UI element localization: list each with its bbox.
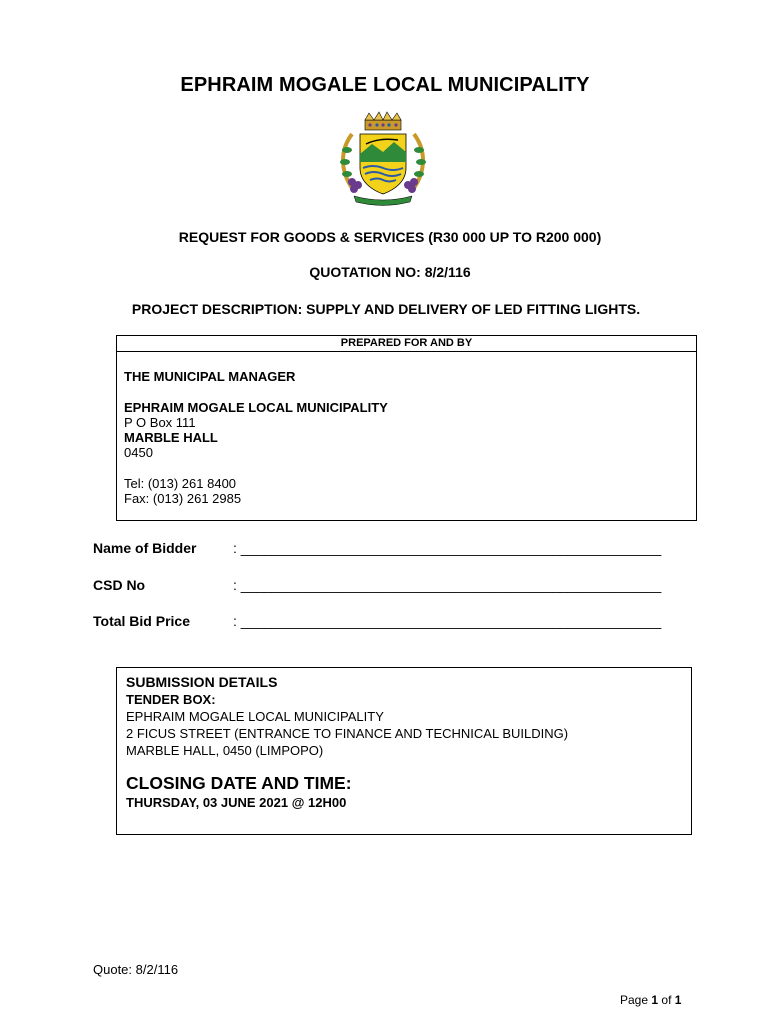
crest-crown (365, 112, 401, 130)
page-word: Page (620, 993, 649, 1007)
closing-date-heading: CLOSING DATE AND TIME: (126, 773, 352, 793)
quotation-number: QUOTATION NO: 8/2/116 (309, 264, 471, 280)
telephone: Tel: (013) 261 8400 (124, 476, 237, 491)
submission-address-line2: 2 FICUS STREET (ENTRANCE TO FINANCE AND TECHNICAL BUILDING) (126, 726, 569, 741)
fax: Fax: (013) 261 2985 (124, 491, 242, 506)
request-line: REQUEST FOR GOODS & SERVICES (R30 000 UP TO R200 000) (178, 229, 602, 245)
municipal-crest-logo (330, 110, 436, 208)
name-of-bidder-label: Name of Bidder (93, 540, 197, 556)
town: MARBLE HALL (124, 430, 218, 445)
page-current: 1 (651, 993, 659, 1007)
addressee: THE MUNICIPAL MANAGER (124, 369, 296, 384)
name-of-bidder-field[interactable]: : ______________________________________________________ (233, 540, 662, 556)
total-bid-price-field[interactable]: : ______________________________________________________ (233, 613, 662, 629)
submission-heading: SUBMISSION DETAILS (126, 674, 278, 690)
of-word: of (661, 993, 672, 1007)
csd-no-field[interactable]: : ______________________________________________________ (233, 577, 662, 593)
project-description: PROJECT DESCRIPTION: SUPPLY AND DELIVERY OF LED FITTING LIGHTS. (131, 301, 641, 317)
csd-no-label: CSD No (93, 577, 146, 593)
submission-details-box (116, 667, 692, 835)
page-total: 1 (674, 993, 682, 1007)
submission-address-line1: EPHRAIM MOGALE LOCAL MUNICIPALITY (126, 709, 384, 724)
footer-quote-ref: Quote: 8/2/116 (93, 962, 179, 977)
po-box: P O Box 111 (124, 415, 196, 430)
prepared-heading: PREPARED FOR AND BY (117, 336, 696, 352)
submission-address-line3: MARBLE HALL, 0450 (LIMPOPO) (126, 743, 324, 758)
prepared-for-box (116, 335, 697, 521)
closing-date-value: THURSDAY, 03 JUNE 2021 @ 12H00 (126, 795, 347, 810)
postcode: 0450 (124, 445, 153, 460)
prepared-body (117, 352, 696, 506)
page-title: EPHRAIM MOGALE LOCAL MUNICIPALITY (180, 74, 590, 96)
tender-box-label: TENDER BOX: (126, 692, 216, 707)
total-bid-price-label: Total Bid Price (93, 613, 190, 629)
organisation-name: EPHRAIM MOGALE LOCAL MUNICIPALITY (124, 400, 388, 415)
page-number (620, 993, 681, 1007)
